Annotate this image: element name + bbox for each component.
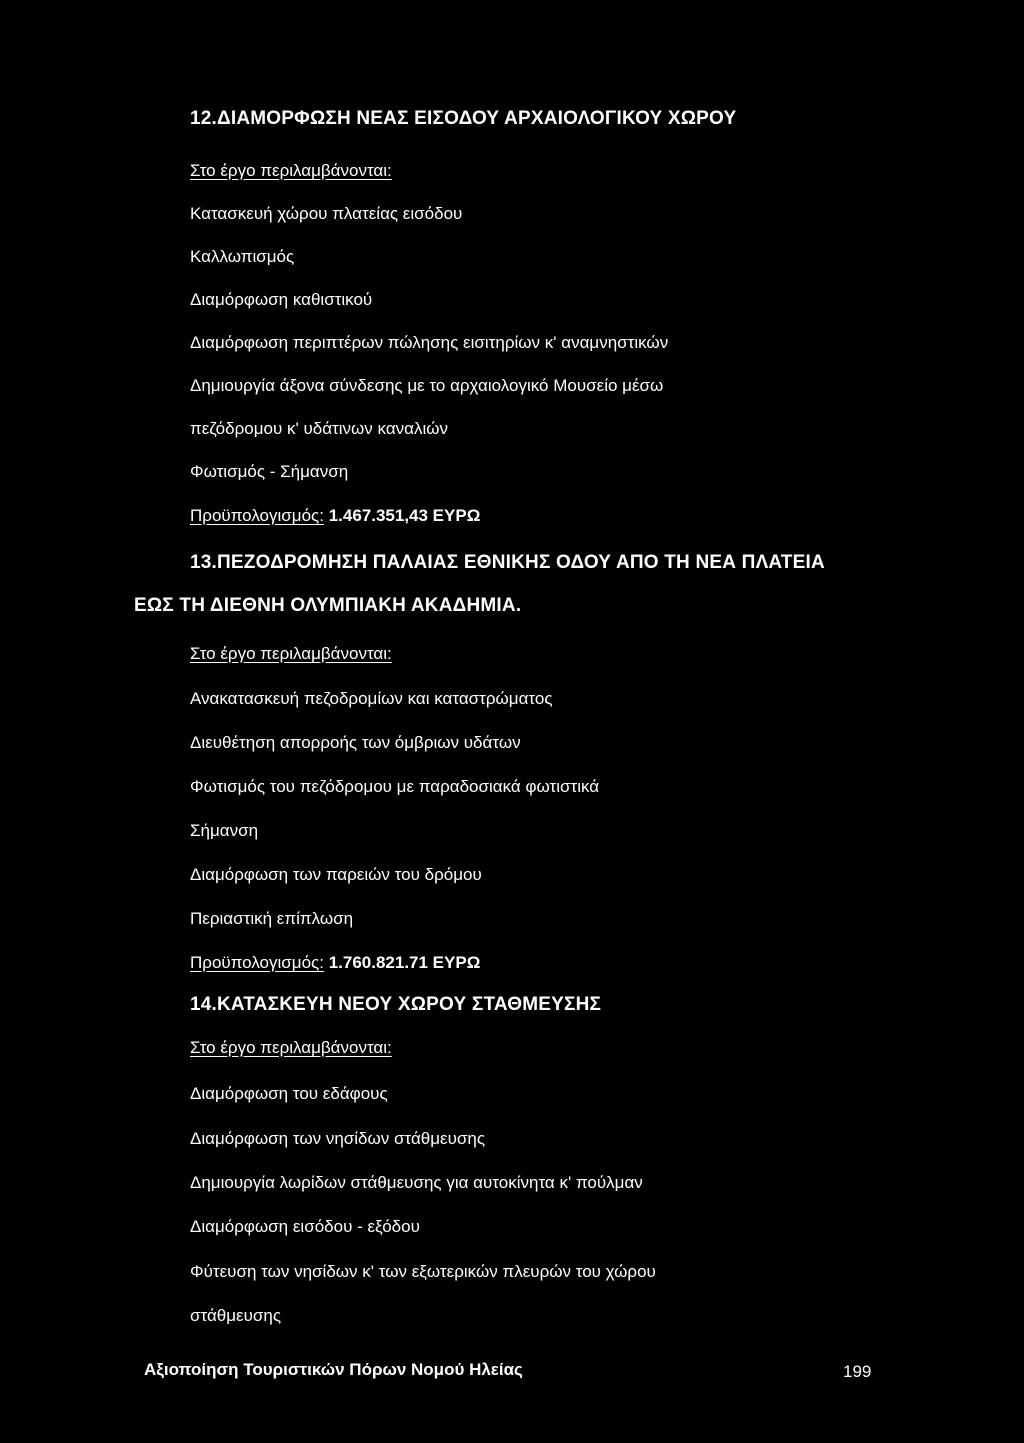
budget-value: 1.760.821.71 ΕΥΡΩ — [328, 953, 481, 972]
section-13-item: Διαμόρφωση των παρειών του δρόμου — [190, 865, 482, 884]
section-12-item: Διαμόρφωση καθιστικού — [190, 290, 373, 309]
section-14-item: Διαμόρφωση των νησίδων στάθμευσης — [190, 1129, 486, 1148]
section-13-intro: Στο έργο περιλαμβάνονται: — [190, 644, 392, 663]
section-13-heading: 13.ΠΕΖΟΔΡΟΜΗΣΗ ΠΑΛΑΙΑΣ ΕΘΝΙΚΗΣ ΟΔΟΥ ΑΠΟ ΤΗ ΝΕΑ ΠΛΑΤΕΙΑ — [190, 552, 825, 573]
section-14-item: Φύτευση των νησίδων κ' των εξωτερικών πλευρών του χώρου — [190, 1262, 656, 1281]
budget-label: Προϋπολογισμός: — [190, 953, 324, 972]
section-12-budget — [190, 507, 480, 524]
section-12-item: πεζόδρομου κ' υδάτινων καναλιών — [190, 419, 449, 438]
section-12-item: Διαμόρφωση περιπτέρων πώλησης εισιτηρίων κ' αναμνηστικών — [190, 333, 669, 352]
section-14-item: Διαμόρφωση του εδάφους — [190, 1084, 388, 1103]
section-12-heading: 12.ΔΙΑΜΟΡΦΩΣΗ ΝΕΑΣ ΕΙΣΟΔΟΥ ΑΡΧΑΙΟΛΟΓΙΚΟΥ ΧΩΡΟΥ — [190, 108, 737, 129]
section-12-item: Καλλωπισμός — [190, 247, 295, 266]
section-13-item: Ανακατασκευή πεζοδρομίων και καταστρώματος — [190, 689, 553, 708]
section-12-intro: Στο έργο περιλαμβάνονται: — [190, 161, 392, 180]
section-14-heading: 14.ΚΑΤΑΣΚΕΥΗ ΝΕΟΥ ΧΩΡΟΥ ΣΤΑΘΜΕΥΣΗΣ — [190, 994, 602, 1015]
section-13-item: Διευθέτηση απορροής των όμβριων υδάτων — [190, 733, 521, 752]
section-13-item: Περιαστική επίπλωση — [190, 909, 354, 928]
section-13-item: Σήμανση — [190, 821, 259, 840]
section-13-budget — [190, 954, 480, 971]
section-14-item: Διαμόρφωση εισόδου - εξόδου — [190, 1217, 420, 1236]
section-12-item: Κατασκευή χώρου πλατείας εισόδου — [190, 204, 463, 223]
section-12-item: Δημιουργία άξονα σύνδεσης με το αρχαιολογικό Μουσείο μέσω — [190, 376, 664, 395]
page-number: 199 — [843, 1362, 872, 1381]
budget-value: 1.467.351,43 ΕΥΡΩ — [328, 506, 481, 525]
section-14-intro: Στο έργο περιλαμβάνονται: — [190, 1038, 392, 1057]
section-13-item: Φωτισμός του πεζόδρομου με παραδοσιακά φωτιστικά — [190, 777, 600, 796]
section-13-heading-cont: ΕΩΣ ΤΗ ΔΙΕΘΝΗ ΟΛΥΜΠΙΑΚΗ ΑΚΑΔΗΜΙΑ. — [134, 595, 522, 616]
section-12-item: Φωτισμός - Σήμανση — [190, 462, 349, 481]
section-14-item: στάθμευσης — [190, 1306, 282, 1325]
footer-title: Αξιοποίηση Τουριστικών Πόρων Νομού Ηλείας — [144, 1360, 523, 1379]
budget-label: Προϋπολογισμός: — [190, 506, 324, 525]
section-14-item: Δημιουργία λωρίδων στάθμευσης για αυτοκίνητα κ' πούλμαν — [190, 1173, 643, 1192]
